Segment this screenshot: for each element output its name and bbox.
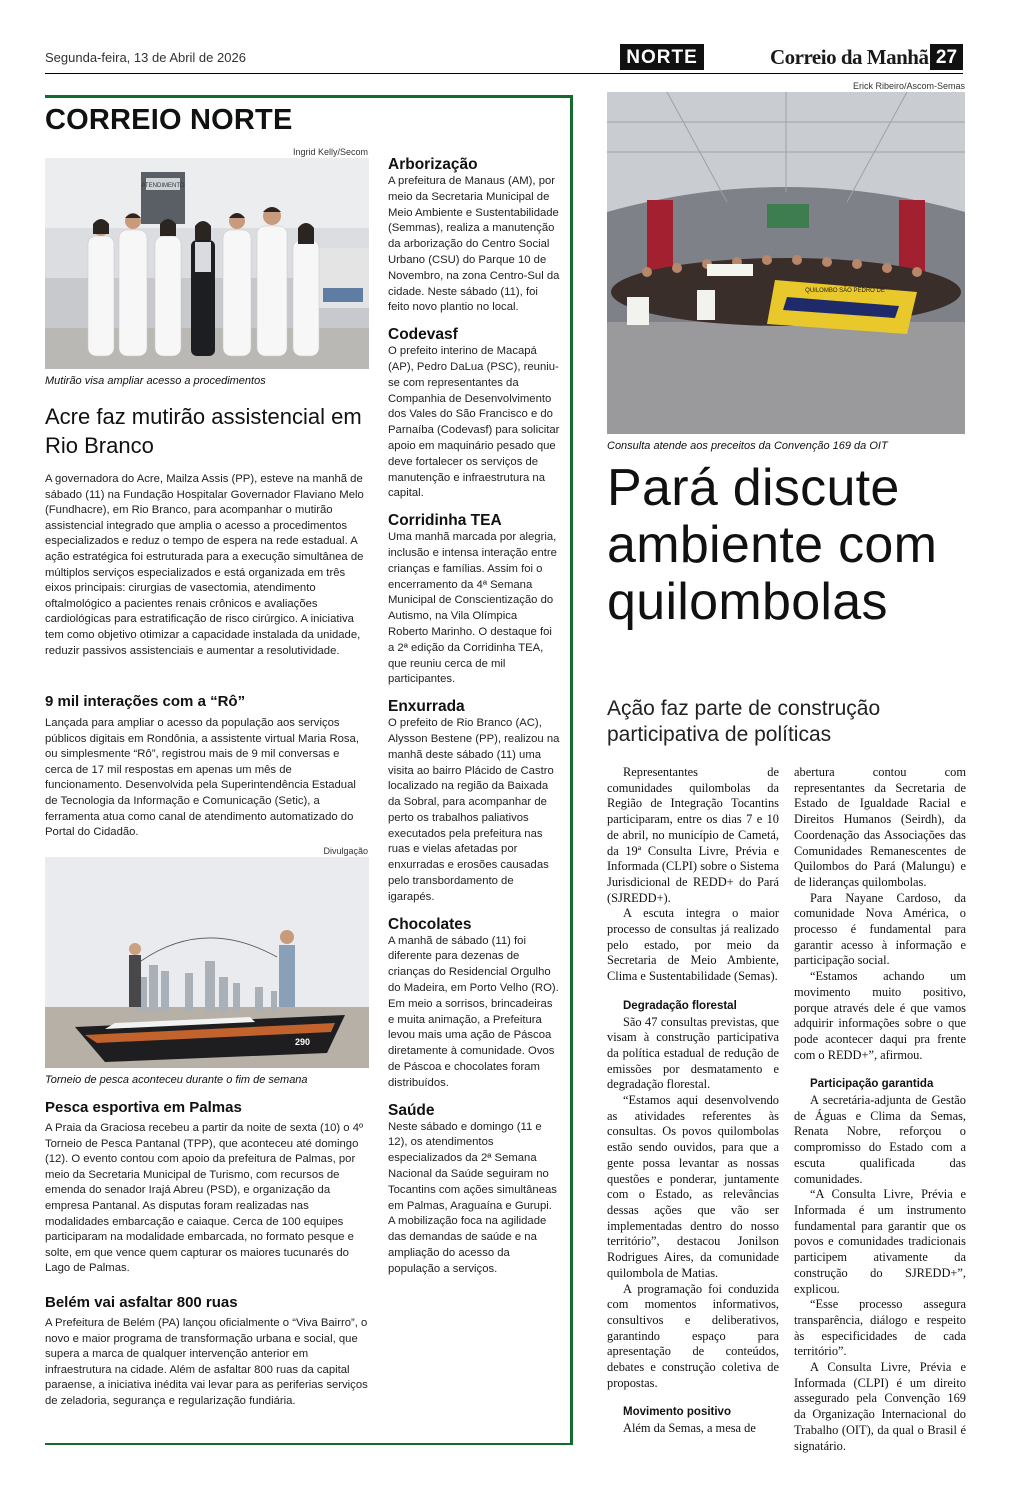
subarticle-body: Lançada para ampliar o acesso da população aos serviços públicos digitais em Rondônia, a assistente virtual Maria Rosa, ou simplesmente “Rô”, registrou mais de 9 mil conversas e cerca de 17 mil respostas em apenas um mês de funcionamento. Desenvolvida pela Superintendência Estadual de Tecnologia da Informação e Comunicação (Setic), a ferramenta atua como canal de atendimento automatizado do Portal do Cidadão.: [45, 717, 359, 839]
article-headline: Acre faz mutirão assistencial em Rio Branco: [45, 404, 362, 458]
photo-caption: Torneio de pesca aconteceu durante o fim de semana: [45, 1074, 308, 1086]
photo-sign-text: ATENDIMENTO: [141, 183, 185, 189]
article-paragraph: “Estamos aqui desenvolvendo as atividades referentes às consultas. Os povos quilombolas estão sendo ouvidos, para que a gente possa levantar as nossas questões e ponderar, juntamente com o Estado, as relevâncias dessas ações que vão ser implementadas dentro do nosso território”, destacou Jonilson Rodrigues Aires, da comunidade quilombola de Matias.: [607, 1093, 779, 1280]
brief-item: [388, 326, 560, 502]
newspaper-masthead: Correio da Manhã: [770, 45, 929, 69]
article-paragraph: “Esse processo assegura transparência, diálogo e respeito às especificidades de cada território”.: [794, 1297, 966, 1359]
brief-item: [388, 916, 560, 1092]
article-paragraph: “Estamos achando um movimento muito positivo, porque através dele é que vamos adquirir informações sobre o que pode acontecer daqui pra frente com o REDD+”, afirmou.: [794, 969, 966, 1062]
article-column-1: [607, 765, 779, 1437]
quilombola-meeting-photo: [607, 92, 965, 434]
article-subheading: Movimento positivo: [623, 1406, 731, 1419]
brief-body: O prefeito de Rio Branco (AC), Alysson Bestene (PP), realizou na manhã deste sábado (11) uma visita ao bairro Plácido de Castro localizado na região da Baixada da Sobral, para acompanhar de perto os trabalhos paliativos executados pela prefeitura nas ruas e vielas afetadas por enxurradas e erosões causadas pelo transbordamento de igarapés.: [388, 717, 560, 903]
issue-date: Segunda-feira, 13 de Abril de 2026: [45, 50, 246, 65]
brief-title: Arborização: [388, 156, 478, 173]
briefs-column: [388, 156, 560, 1278]
section-frame-top: [45, 95, 572, 98]
section-label: NORTE: [620, 44, 704, 70]
article-subheading: Participação garantida: [810, 1078, 934, 1091]
subarticle-body: A Prefeitura de Belém (PA) lançou oficialmente o “Viva Bairro”, o novo e maior programa de transformação urbana e social, que supera a marca de qualquer intervenção anterior em infraestrutura na cidade. Além de asfaltar 800 ruas da capital paraense, a iniciativa inédita vai levar para as periferias serviços de zeladoria, segurança e regularização fundiária.: [45, 1317, 368, 1407]
section-title: CORREIO NORTE: [45, 104, 293, 136]
brief-item: [388, 1102, 560, 1278]
article-column-2: [794, 765, 966, 1454]
article-paragraph: A escuta integra o maior processo de consultas já realizado pelo estado, por meio da Secretaria de Meio Ambiente, Clima e Sustentabilidade (Semas).: [607, 906, 779, 984]
article-paragraph: “A Consulta Livre, Prévia e Informada é um instrumento fundamental para garantir que os povos e comunidades tradicionais participem ativamente da construção do SJREDD+”, explicou.: [794, 1187, 966, 1296]
photo-credit: Ingrid Kelly/Secom: [292, 147, 368, 157]
brief-body: O prefeito interino de Macapá (AP), Pedro DaLua (PSC), reuniu-se com representantes da Companhia de Desenvolvimento dos Vales do São Francisco e do Parnaíba (Codevasf) para solicitar apoio em maquinário pesado que deve fortalecer os serviços de manutenção e infraestrutura na capital.: [388, 345, 560, 500]
photo-credit: Erick Ribeiro/Ascom-Semas: [852, 81, 965, 91]
article-subheading: Degradação florestal: [623, 999, 737, 1012]
article-paragraph: A programação foi conduzida com momentos informativos, consultivos e deliberativos, garantindo espaço para apresentação de conteúdos, debates e construção coletiva de propostas.: [607, 1281, 779, 1390]
brief-title: Saúde: [388, 1101, 435, 1119]
brief-title: Corridinha TEA: [388, 512, 502, 530]
article-paragraph: Representantes de comunidades quilombolas da Região de Integração Tocantins participaram, entre os dias 7 e 10 de abril, no município de Cametá, da 19ª Consulta Livre, Prévia e Informada (CLPI) sobre o Sistema Jurisdicional de REDD+ do Pará (SJREDD+).: [607, 765, 779, 905]
article-paragraph: Além da Semas, a mesa de: [623, 1421, 756, 1436]
fishing-boat-photo: [45, 857, 369, 1068]
main-headline: Pará discute ambiente com quilombolas: [607, 459, 938, 631]
brief-body: A prefeitura de Manaus (AM), por meio da Secretaria Municipal de Meio Ambiente e Sustentabilidade (Semmas), realiza a manutenção da arborização do Centro Social Urbano (CSU) do Parque 10 de Novembro, na zona Centro-Sul da cidade. Neste sábado (11), foi feito novo plantio no local.: [388, 175, 560, 314]
photo-caption: Consulta atende aos preceitos da Convenção 169 da OIT: [607, 440, 888, 452]
brief-title: Codevasf: [388, 326, 458, 344]
brief-item: [388, 156, 560, 316]
brief-body: Uma manhã marcada por alegria, inclusão e intensa interação entre crianças e famílias. Assim foi o encerramento da 4ª Semana Municipal de Conscientização do Autismo, na Vila Olímpica Roberto Marinho. O destaque foi a 2ª edição da Corridinha TEA, que reuniu cerca de mil participantes.: [388, 531, 557, 686]
main-subheadline: Ação faz parte de construção participativa de políticas: [607, 697, 881, 746]
brief-title: Enxurrada: [388, 698, 465, 716]
subheadline: Belém vai asfaltar 800 ruas: [45, 1294, 238, 1311]
medical-team-photo: [45, 158, 369, 369]
page-number: 27: [930, 44, 963, 70]
subheadline: 9 mil interações com a “Rô”: [45, 693, 246, 710]
boat-number: 290: [295, 1037, 311, 1047]
article-paragraph: Para Nayane Cardoso, da comunidade Nova América, o processo é fundamental para garantir acesso à informação e participação social.: [794, 890, 966, 968]
brief-title: Chocolates: [388, 915, 472, 933]
brief-item: [388, 512, 560, 688]
article-paragraph: A secretária-adjunta de Gestão de Águas e Clima da Semas, Renata Nobre, reforçou o compromisso do Estado com a escuta qualificada das comunidades.: [794, 1093, 966, 1186]
header-rule: [45, 73, 963, 74]
photo-credit: Divulgação: [323, 846, 368, 856]
section-frame-bottom: [45, 1443, 572, 1445]
brief-body: A manhã de sábado (11) foi diferente para dezenas de crianças do Residencial Orgulho do Madeira, em Porto Velho (RO). Em meio a sorrisos, brincadeiras e muita animação, a Prefeitura levou mais uma ação de Páscoa diretamente à comunidade. Ovos de Páscoa e chocolates foram distribuídos.: [388, 934, 559, 1089]
photo-caption: Mutirão visa ampliar acesso a procedimentos: [45, 375, 266, 387]
brief-item: [388, 698, 560, 906]
brief-body: Neste sábado e domingo (11 e 12), os atendimentos especializados da 2ª Semana Nacional da Saúde seguiram no Tocantins com ações simultâneas em Palmas, Araguaína e Gurupi. A mobilização foca na agilidade das demandas de saúde e na ampliação do acesso da população a serviços.: [388, 1120, 557, 1275]
subarticle-body: A Praia da Graciosa recebeu a partir da noite de sexta (10) o 4º Torneio de Pesca Pantanal (TPP), que aconteceu até domingo (12). O evento contou com apoio da prefeitura de Palmas, por meio da Secretaria Municipal de Turismo, com recursos de emenda do senador Irajá Abreu (PSD), e organização da empresa Pantanal. As disputas foram realizadas nas modalidades embarcação e caiaque. Cerca de 100 equipes participaram na modalidade embarcada, no formato pesque e solte, em que vence quem capturar os maiores tucunarés do Lago de Palmas.: [45, 1122, 364, 1275]
article-paragraph: abertura contou com representantes da Secretaria de Estado de Igualdade Racial e Direitos Humanos (Seirdh), da Coordenação das Associações das Comunidades Remanescentes de Quilombos do Pará (Malungu) e de lideranças quilombolas.: [794, 765, 966, 889]
article-body: A governadora do Acre, Mailza Assis (PP), esteve na manhã de sábado (11) na Fundação Hospitalar Governador Flaviano Melo (Fundhacre), em Rio Branco, para acompanhar o mutirão assistencial integrado que amplia o acesso a procedimentos especializados e reduz o tempo de espera na rede estadual. A ação estratégica foi estruturada para a execução simultânea de múltiplos serviços especializados e está organizada em três eixos principais: cirurgias de vasectomia, atendimento oftalmológico a pacientes renais crônicos e avaliações cardiológicas para estratificação de risco cirúrgico. A iniciativa tem como objetivo otimizar a capacidade instalada da unidade, reduzir passivos assistenciais e aumentar a resolutividade.: [45, 473, 364, 657]
section-frame-right: [570, 95, 573, 1445]
subheadline: Pesca esportiva em Palmas: [45, 1099, 242, 1116]
article-paragraph: São 47 consultas previstas, que visam à construção participativa da política estadual de redução de emissões por desmatamento e degradação florestal.: [607, 1014, 779, 1092]
article-paragraph: A Consulta Livre, Prévia e Informada (CLPI) é um direito assegurado pela Convenção 169 da Organização Internacional do Trabalho (OIT), da qual o Brasil é signatário.: [794, 1360, 966, 1453]
banner-text: QUILOMBO SÃO PEDRO DE: [805, 288, 885, 294]
